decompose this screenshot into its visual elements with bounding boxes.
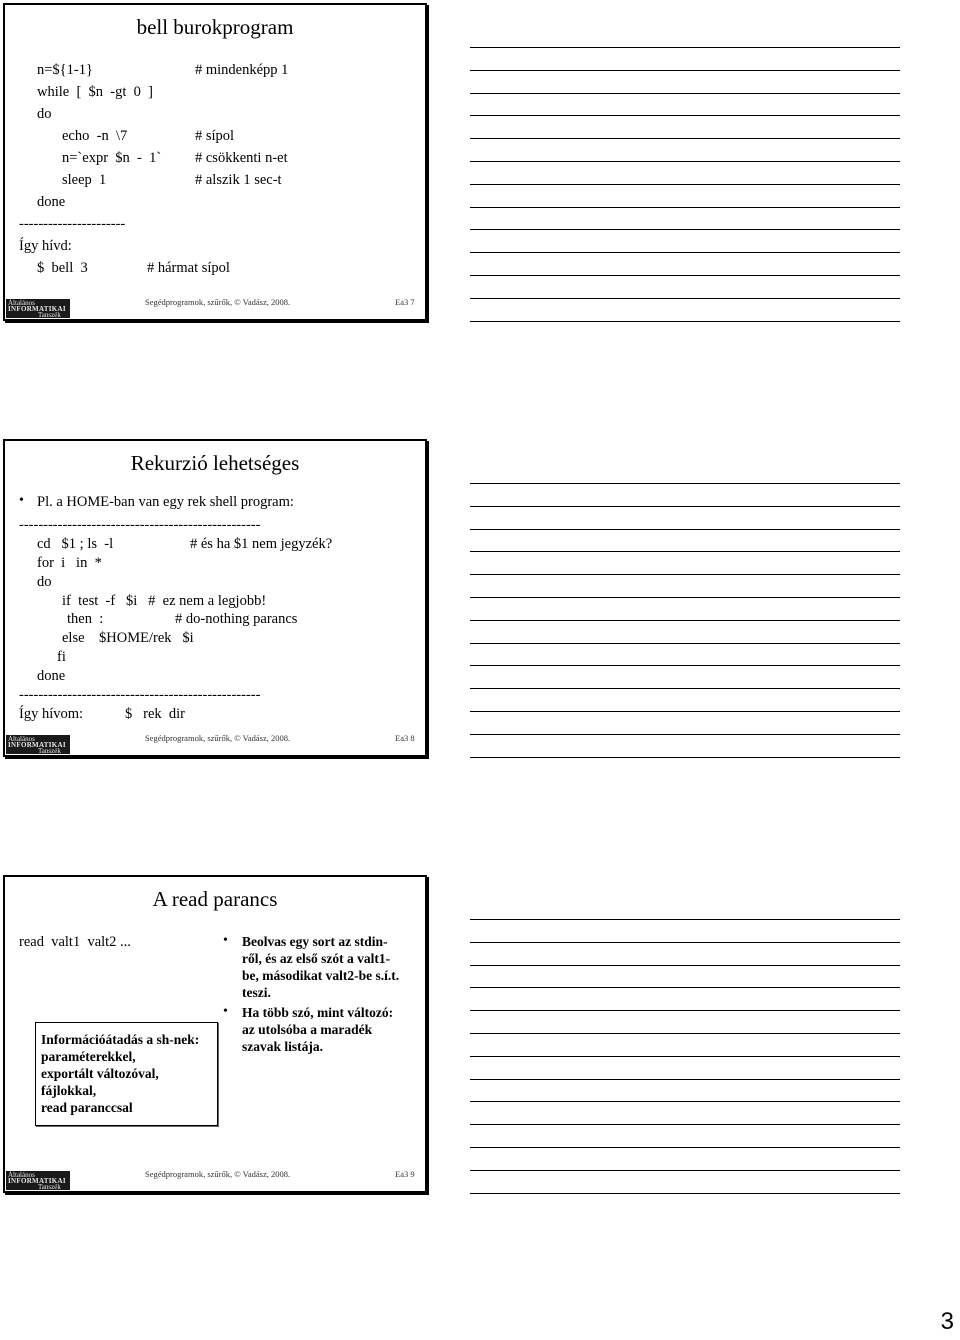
notes-line (470, 1101, 900, 1102)
notes-line (470, 229, 900, 230)
department-logo: Általános INFORMATIKAI Tanszék (6, 1171, 70, 1190)
notes-line (470, 551, 900, 552)
code-line: Így hívd: (19, 238, 72, 254)
notes-line (470, 711, 900, 712)
notes-line (470, 138, 900, 139)
code-line: ---------------------- (19, 216, 126, 232)
info-box-line: exportált változóval, (41, 1066, 159, 1081)
code-line: # és ha $1 nem jegyzék? (190, 536, 333, 552)
code-line: # sípol (195, 128, 235, 144)
notes-line (470, 161, 900, 162)
notes-line (470, 93, 900, 94)
description-line: szavak listája. (242, 1039, 323, 1054)
code-line: $ rek dir (125, 706, 185, 722)
code-line: $ bell 3 (37, 260, 88, 276)
code-line: # mindenképp 1 (195, 62, 289, 78)
code-line: sleep 1 (62, 172, 107, 188)
notes-line (470, 275, 900, 276)
bullet-icon: • (223, 933, 228, 948)
notes-line (470, 1010, 900, 1011)
slide-page-number: Ea3 8 (395, 733, 415, 743)
code-line: echo -n \7 (62, 128, 128, 144)
slide-page-number: Ea3 7 (395, 297, 415, 307)
code-line: cd $1 ; ls -l (37, 536, 114, 552)
code-line: do (37, 574, 52, 590)
code-line: else $HOME/rek $i (62, 630, 194, 646)
notes-line (470, 688, 900, 689)
notes-line (470, 665, 900, 666)
bullet-icon: • (19, 493, 24, 508)
bullet-icon: • (223, 1004, 228, 1019)
notes-line (470, 965, 900, 966)
code-line: Így hívom: (19, 706, 84, 722)
notes-line (470, 1193, 900, 1194)
notes-line (470, 483, 900, 484)
notes-line (470, 757, 900, 758)
department-logo: Általános INFORMATIKAI Tanszék (6, 299, 70, 318)
notes-line (470, 1033, 900, 1034)
description-line: be, másodikat valt2-be s.í.t. (242, 968, 400, 983)
code-line: done (37, 194, 66, 210)
notes-line (470, 1056, 900, 1057)
slide-title: bell burokprogram (136, 15, 294, 39)
read-syntax: read valt1 valt2 ... (19, 934, 131, 950)
notes-line (470, 70, 900, 71)
code-line: if test -f $i # ez nem a legjobb! (62, 593, 267, 609)
description-line: az utolsóba a maradék (242, 1022, 373, 1037)
code-line: n=${1-1} (37, 62, 93, 78)
notes-line (470, 115, 900, 116)
info-box-line: paraméterekkel, (41, 1049, 136, 1064)
code-line: done (37, 668, 66, 684)
description-line: Beolvas egy sort az stdin- (242, 934, 388, 949)
notes-line (470, 506, 900, 507)
notes-line (470, 919, 900, 920)
notes-line (470, 321, 900, 322)
slide-bell (3, 3, 427, 321)
code-line: while [ $n -gt 0 ] (37, 84, 153, 100)
notes-line (470, 620, 900, 621)
code-line: for i in * (37, 555, 102, 571)
notes-line (470, 47, 900, 48)
notes-line (470, 184, 900, 185)
info-box-line: read paranccsal (41, 1100, 133, 1115)
notes-line (470, 734, 900, 735)
code-line: -------------------------------------------------- (19, 687, 261, 703)
slide-recursion (3, 439, 427, 757)
page-number: 3 (940, 1308, 954, 1335)
notes-line (470, 1079, 900, 1080)
notes-line (470, 1170, 900, 1171)
notes-line (470, 1147, 900, 1148)
notes-line (470, 1124, 900, 1125)
notes-line (470, 574, 900, 575)
notes-line (470, 252, 900, 253)
notes-line (470, 207, 900, 208)
code-line: # do-nothing parancs (175, 611, 298, 627)
slide-footer: Segédprogramok, szűrők, © Vadász, 2008. (145, 297, 291, 307)
code-line: # alszik 1 sec-t (195, 172, 282, 188)
info-box-line: fájlokkal, (41, 1083, 97, 1098)
code-line: n=`expr $n - 1` (62, 150, 162, 166)
info-box-line: Információátadás a sh-nek: (41, 1032, 200, 1047)
slide-page-number: Ea3 9 (395, 1169, 415, 1179)
description-line: teszi. (242, 985, 271, 1000)
slide-footer: Segédprogramok, szűrők, © Vadász, 2008. (145, 733, 291, 743)
code-line: then : (67, 611, 104, 627)
slide-read (3, 875, 427, 1193)
notes-line (470, 597, 900, 598)
notes-line (470, 643, 900, 644)
description-line: Ha több szó, mint változó: (242, 1005, 394, 1020)
notes-line (470, 987, 900, 988)
bullet-text: Pl. a HOME-ban van egy rek shell program: (37, 494, 294, 510)
code-line: do (37, 106, 52, 122)
notes-line (470, 529, 900, 530)
department-logo: Általános INFORMATIKAI Tanszék (6, 735, 70, 754)
code-line: fi (57, 649, 66, 665)
code-line: # hármat sípol (147, 260, 230, 276)
notes-line (470, 942, 900, 943)
info-box (35, 1022, 218, 1126)
slide-footer: Segédprogramok, szűrők, © Vadász, 2008. (145, 1169, 291, 1179)
slide-title: Rekurzió lehetséges (130, 451, 300, 475)
slide-title: A read parancs (152, 887, 278, 911)
code-line: # csökkenti n-et (195, 150, 288, 166)
code-line: -------------------------------------------------- (19, 517, 261, 533)
description-line: ről, és az első szót a valt1- (242, 951, 391, 966)
notes-line (470, 298, 900, 299)
